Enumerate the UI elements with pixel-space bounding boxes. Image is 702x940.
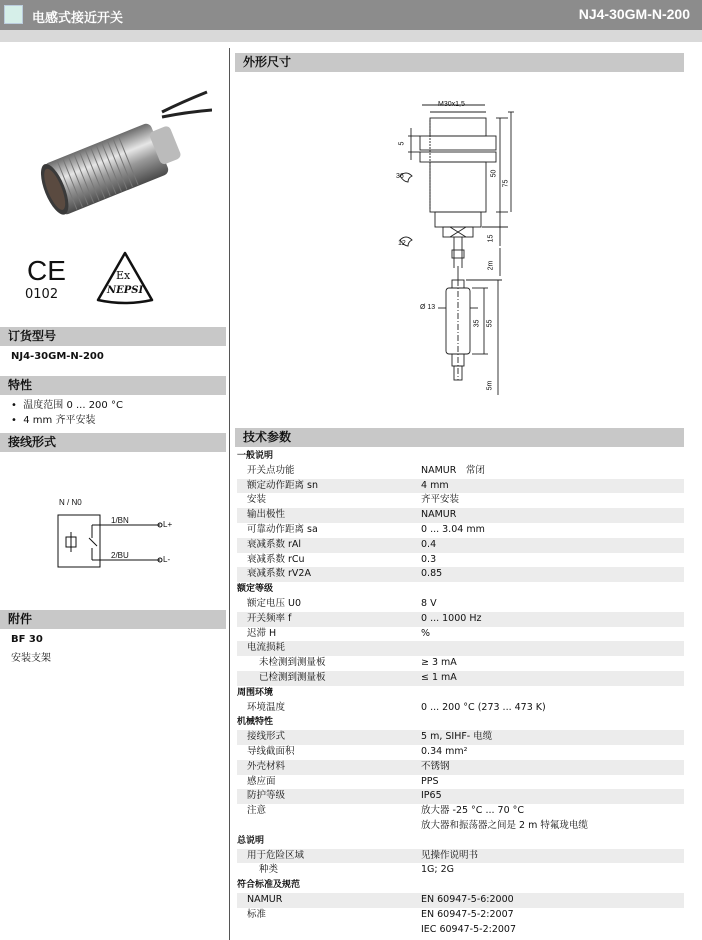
title-bar <box>0 0 702 30</box>
dim-35: 35 <box>473 319 481 328</box>
dim-5m: 5m <box>486 380 494 391</box>
spec-row <box>237 597 684 612</box>
dim-dia13: Ø 13 <box>420 304 436 311</box>
spec-value: 4 mm <box>421 479 684 494</box>
dim-36: 36 <box>396 173 404 180</box>
dimensions-heading: 外形尺寸 <box>235 53 684 72</box>
spec-value: PPS <box>421 775 439 787</box>
order-code: NJ4-30GM-N-200 <box>11 351 104 362</box>
spec-row <box>237 627 684 642</box>
specs-table <box>237 449 684 937</box>
spec-value: % <box>421 627 431 639</box>
spec-row <box>237 701 684 716</box>
spec-key-empty <box>237 819 421 834</box>
spec-row <box>237 789 684 804</box>
spec-value <box>421 641 684 656</box>
spec-key: 开关频率 f <box>237 612 421 627</box>
feature-item: • 4 mm 齐平安装 <box>11 415 96 426</box>
spec-value: 见操作说明书 <box>421 849 684 864</box>
dim-15: 15 <box>487 234 495 243</box>
sub-bar <box>0 30 702 42</box>
spec-group-row <box>237 686 684 701</box>
spec-group-title: 周围环境 <box>237 687 274 698</box>
dim-55: 55 <box>486 319 494 328</box>
spec-row-continued <box>237 819 684 834</box>
logo-square <box>4 5 23 24</box>
dim-50: 50 <box>490 169 498 178</box>
spec-value: 8 V <box>421 597 437 609</box>
spec-value: 0 ... 1000 Hz <box>421 612 684 627</box>
dim-2m: 2m <box>487 260 495 271</box>
spec-key: 防护等级 <box>237 789 421 804</box>
wire-plus-label: L+ <box>163 520 173 529</box>
spec-key: 额定电压 U0 <box>247 597 302 609</box>
spec-group-row <box>237 834 684 849</box>
ce-number: 0102 <box>25 287 59 302</box>
spec-row <box>237 523 684 538</box>
spec-row-continued <box>237 923 684 938</box>
spec-value: 不锈钢 <box>421 760 684 775</box>
spec-value: 0.85 <box>421 567 684 582</box>
spec-row <box>237 745 684 760</box>
spec-value: 0.4 <box>421 538 684 553</box>
spec-group-row <box>237 878 684 893</box>
spec-value: 1G; 2G <box>421 864 455 876</box>
spec-group-title: 符合标准及规范 <box>237 880 301 891</box>
ex-mark: Ex <box>116 269 131 282</box>
feature-item: • 温度范围 0 ... 200 °C <box>11 400 123 411</box>
spec-row <box>237 893 684 908</box>
spec-value: EN 60947-5-6:2000 <box>421 893 684 908</box>
spec-row <box>237 508 684 523</box>
product-photo <box>22 52 212 242</box>
spec-key: 用于危险区域 <box>237 849 421 864</box>
spec-row <box>237 464 684 479</box>
spec-row <box>237 493 684 508</box>
spec-row <box>237 538 684 553</box>
spec-key: 额定动作距离 sn <box>237 479 421 494</box>
spec-key: NAMUR <box>237 893 421 908</box>
spec-row <box>237 775 684 790</box>
spec-value: 0.34 mm² <box>421 745 468 757</box>
spec-key: 衰减系数 rCu <box>247 553 305 565</box>
column-divider <box>229 48 230 940</box>
spec-row <box>237 760 684 775</box>
spec-key: 开关点功能 <box>247 464 295 476</box>
spec-key: 接线形式 <box>237 730 421 745</box>
spec-row <box>237 656 684 671</box>
spec-group-row <box>237 715 684 730</box>
spec-row <box>237 479 684 494</box>
spec-key-empty <box>237 923 421 938</box>
spec-value: NAMUR <box>421 508 684 523</box>
spec-row <box>237 908 684 923</box>
spec-key: 已检测到测量板 <box>237 671 421 686</box>
spec-row <box>237 671 684 686</box>
spec-key: 电流损耗 <box>237 641 421 656</box>
spec-row <box>237 863 684 878</box>
spec-value: 齐平安装 <box>421 494 460 506</box>
dim-12: 12 <box>398 240 406 247</box>
spec-key: 未检测到测量板 <box>259 657 326 669</box>
ce-mark: CE <box>27 255 66 286</box>
spec-row <box>237 730 684 745</box>
spec-group-title: 额定等级 <box>237 584 274 595</box>
spec-key: 导线截面积 <box>247 745 295 757</box>
spec-row <box>237 567 684 582</box>
spec-value: IEC 60947-5-2:2007 <box>421 923 516 935</box>
spec-key: 注意 <box>247 805 267 817</box>
spec-value: ≤ 1 mA <box>421 671 684 686</box>
spec-value: 0.3 <box>421 553 437 565</box>
spec-key: 可靠动作距离 sa <box>247 523 318 535</box>
spec-value: ≥ 3 mA <box>421 657 457 669</box>
spec-row <box>237 804 684 819</box>
spec-group-row <box>237 449 684 464</box>
spec-group-row <box>237 582 684 597</box>
wire-bn-label: 1/BN <box>111 516 129 525</box>
spec-value: 放大器和振荡器之间是 2 m 特氟珑电缆 <box>421 819 588 831</box>
spec-key: 衰减系数 rAl <box>237 538 421 553</box>
spec-value: 5 m, SIHF- 电缆 <box>421 730 684 745</box>
wire-minus-label: L- <box>163 555 171 564</box>
spec-value: 0 ... 3.04 mm <box>421 523 485 535</box>
spec-value: IP65 <box>421 789 684 804</box>
spec-value: NAMUR 常闭 <box>421 464 485 476</box>
wiring-type: N / N0 <box>59 498 82 507</box>
spec-row <box>237 641 684 656</box>
spec-group-title: 一般说明 <box>237 451 274 461</box>
accessory-heading: 附件 <box>0 610 226 629</box>
wiring-heading: 接线形式 <box>0 433 226 452</box>
spec-value: 0 ... 200 °C (273 ... 473 K) <box>421 701 546 713</box>
order-code-heading: 订货型号 <box>0 327 226 346</box>
spec-key: 外壳材料 <box>237 760 421 775</box>
model-number: NJ4-30GM-N-200 <box>578 6 690 22</box>
spec-key: 衰减系数 rV2A <box>237 567 421 582</box>
spec-key: 环境温度 <box>247 701 286 713</box>
spec-group-title: 机械特性 <box>237 717 274 728</box>
spec-key: 输出极性 <box>237 508 421 523</box>
specs-heading: 技术参数 <box>235 428 684 447</box>
dim-thread: M30x1,5 <box>438 101 465 108</box>
spec-key: 种类 <box>259 864 279 876</box>
spec-key: 迟滞 H <box>247 627 277 639</box>
spec-row <box>237 553 684 568</box>
dim-75: 75 <box>502 179 510 188</box>
spec-key: 感应面 <box>247 775 276 787</box>
spec-row <box>237 612 684 627</box>
spec-row <box>237 849 684 864</box>
ex-label: NEPSI <box>107 285 144 296</box>
features-heading: 特性 <box>0 376 226 395</box>
spec-group-title: 总说明 <box>237 835 265 846</box>
wire-bu-label: 2/BU <box>111 551 129 560</box>
spec-key: 安装 <box>247 494 267 506</box>
page-title: 电感式接近开关 <box>32 11 124 26</box>
spec-value: EN 60947-5-2:2007 <box>421 908 514 920</box>
spec-value: 放大器 -25 °C ... 70 °C <box>421 805 525 817</box>
dim-5: 5 <box>398 141 406 146</box>
spec-key: 标准 <box>247 908 267 920</box>
accessory-code: BF 30 <box>11 634 43 645</box>
accessory-desc: 安装支架 <box>11 653 51 664</box>
